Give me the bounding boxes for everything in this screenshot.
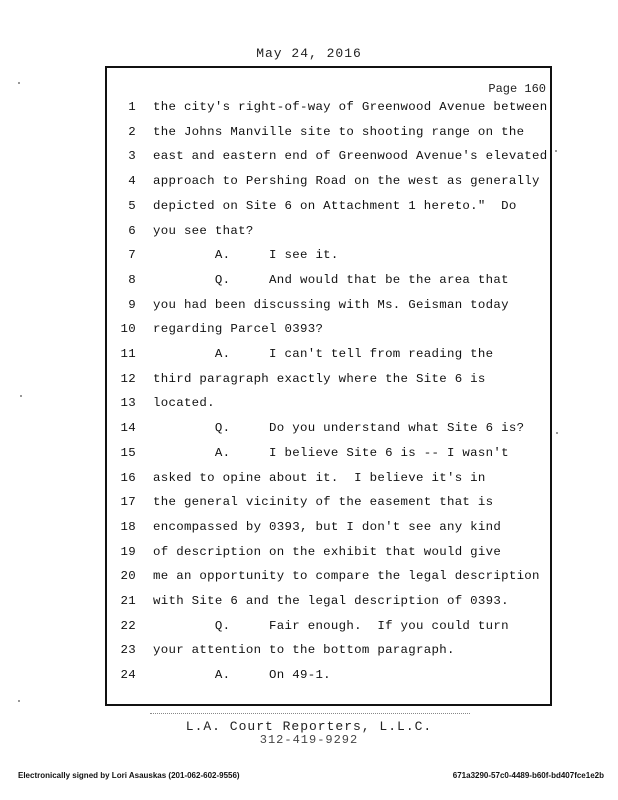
transcript-line — [0, 668, 618, 692]
line-text: the city's right-of-way of Greenwood Avenue between — [153, 100, 548, 114]
line-text: the Johns Manville site to shooting range on the — [153, 124, 525, 139]
line-number: 9 — [128, 297, 136, 312]
line-number: 10 — [120, 322, 136, 337]
transcript-line — [0, 471, 618, 495]
line-text: encompassed by 0393, but I don't see any kind — [153, 519, 502, 534]
transcript-line — [0, 520, 618, 544]
line-text: you see that? — [153, 223, 254, 238]
line-text: A. I can't tell from reading the — [153, 347, 494, 361]
line-number: 8 — [128, 272, 136, 287]
line-text: Q. And would that be the area that — [153, 272, 509, 287]
line-number: 5 — [128, 198, 136, 213]
transcript-line — [0, 100, 618, 124]
transcript-line — [0, 594, 618, 618]
line-text: Q. Do you understand what Site 6 is? — [153, 421, 525, 436]
transcript-line — [0, 545, 618, 569]
line-number: 16 — [120, 470, 136, 485]
line-number: 3 — [128, 149, 136, 164]
line-text: asked to opine about it. I believe it's in — [153, 470, 486, 485]
line-text: you had been discussing with Ms. Geisman today — [153, 297, 509, 312]
line-number: 21 — [120, 594, 136, 608]
line-text: east and eastern end of Greenwood Avenue's elevated — [153, 149, 548, 164]
footer-rule — [150, 713, 470, 715]
line-number: 19 — [120, 544, 136, 559]
line-text: third paragraph exactly where the Site 6 is — [153, 371, 486, 386]
line-text: depicted on Site 6 on Attachment 1 hereto." Do — [153, 198, 517, 213]
footer-phone: 312-419-9292 — [259, 733, 359, 747]
scan-speck — [18, 82, 20, 84]
transcript-line — [0, 149, 618, 173]
line-number: 22 — [120, 618, 136, 633]
line-number: 18 — [120, 519, 136, 534]
line-text: A. On 49-1. — [153, 668, 331, 683]
transcript-line — [0, 174, 618, 198]
transcript-line — [0, 125, 618, 149]
transcript-line — [0, 248, 618, 272]
transcript-line — [0, 396, 618, 420]
line-text: the general vicinity of the easement that is — [153, 495, 494, 510]
header-date: May 24, 2016 — [256, 46, 362, 61]
line-text: your attention to the bottom paragraph. — [153, 643, 455, 658]
footer-reporter: L.A. Court Reporters, L.L.C. — [185, 719, 433, 734]
line-text: with Site 6 and the legal description of 0393. — [153, 594, 509, 608]
scan-speck — [18, 700, 20, 702]
line-text: regarding Parcel 0393? — [153, 322, 324, 337]
line-number: 11 — [120, 347, 136, 361]
line-number: 24 — [120, 668, 136, 683]
line-text: A. I see it. — [153, 248, 339, 263]
transcript-line — [0, 298, 618, 322]
transcript-line — [0, 421, 618, 445]
transcript-line — [0, 372, 618, 396]
line-number: 13 — [120, 396, 136, 411]
line-text: of description on the exhibit that would give — [153, 544, 502, 559]
line-number: 2 — [128, 124, 136, 139]
scan-speck — [556, 432, 558, 434]
line-number: 4 — [128, 174, 136, 189]
transcript-line — [0, 619, 618, 643]
scan-speck — [555, 150, 557, 152]
page-number: Page 160 — [488, 82, 546, 96]
document-id: 671a3290-57c0-4489-b60f-bd407fce1e2b — [452, 771, 604, 780]
transcript-line — [0, 495, 618, 519]
line-text: A. I believe Site 6 is -- I wasn't — [153, 445, 509, 460]
line-text: me an opportunity to compare the legal description — [153, 569, 540, 584]
line-text: located. — [153, 396, 215, 411]
line-number: 7 — [128, 248, 136, 263]
scan-speck — [20, 395, 22, 397]
transcript-line — [0, 347, 618, 371]
transcript-line — [0, 199, 618, 223]
line-number: 12 — [120, 371, 136, 386]
transcript-line — [0, 643, 618, 667]
transcript-line — [0, 569, 618, 593]
line-text: Q. Fair enough. If you could turn — [153, 618, 509, 633]
line-text: approach to Pershing Road on the west as generally — [153, 174, 540, 189]
line-number: 15 — [120, 445, 136, 460]
transcript-line — [0, 446, 618, 470]
line-number: 17 — [120, 495, 136, 510]
transcript-line — [0, 322, 618, 346]
line-number: 14 — [120, 421, 136, 436]
signature-note: Electronically signed by Lori Asauskas (201-062-602-9556) — [18, 771, 240, 780]
line-number: 20 — [120, 569, 136, 584]
transcript-line — [0, 273, 618, 297]
line-number: 1 — [128, 100, 136, 114]
line-number: 6 — [128, 223, 136, 238]
line-number: 23 — [120, 643, 136, 658]
transcript-line — [0, 224, 618, 248]
